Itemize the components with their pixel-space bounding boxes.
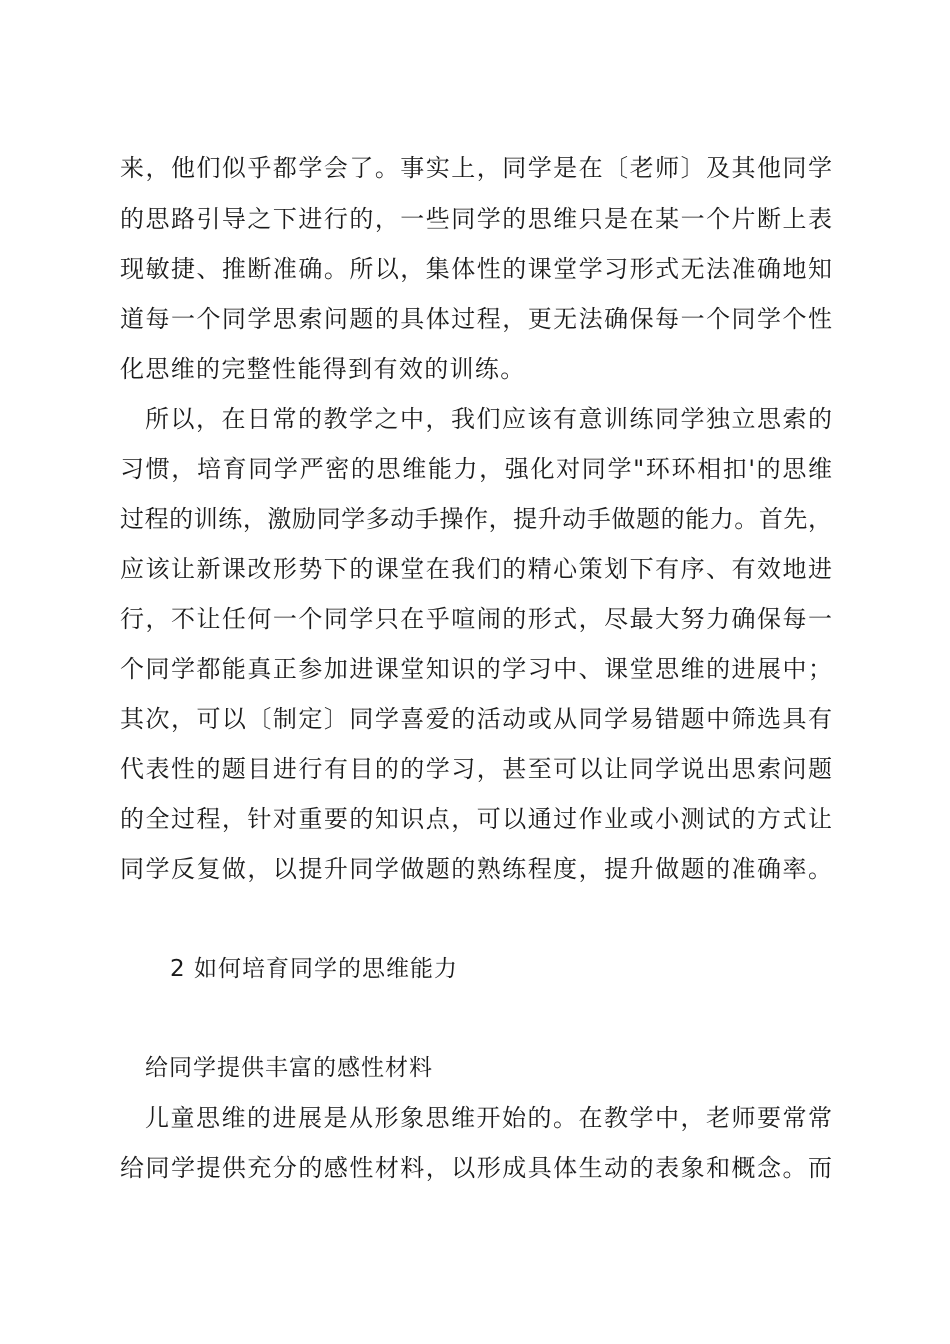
paragraph-1-line-4: 道每一个同学思索问题的具体过程，更无法确保每一个同学个性: [120, 305, 832, 333]
paragraph-1-line-3: 现敏捷、推断准确。所以，集体性的课堂学习形式无法准确地知: [120, 255, 832, 283]
paragraph-2-line-10: 同学反复做，以提升同学做题的熟练程度，提升做题的准确率。: [120, 855, 832, 883]
paragraph-2-line-4: 应该让新课改形势下的课堂在我们的精心策划下有序、有效地进: [120, 555, 832, 583]
paragraph-1-line-2: 的思路引导之下进行的，一些同学的思维只是在某一个片断上表: [120, 205, 832, 233]
paragraph-2-line-9: 的全过程，针对重要的知识点，可以通过作业或小测试的方式让: [120, 805, 832, 833]
paragraph-1-line-5: 化思维的完整性能得到有效的训练。: [120, 355, 526, 383]
paragraph-1-line-1: 来，他们似乎都学会了。事实上，同学是在〔老师〕及其他同学: [120, 154, 832, 182]
paragraph-2-line-5: 行，不让任何一个同学只在乎喧闹的形式，尽最大努力确保每一: [120, 605, 832, 633]
paragraph-2-line-8: 代表性的题目进行有目的的学习，甚至可以让同学说出思索问题: [120, 755, 832, 783]
subheading: 给同学提供丰富的感性材料: [145, 1055, 433, 1081]
paragraph-2-line-7: 其次，可以〔制定〕同学喜爱的活动或从同学易错题中筛选具有: [120, 705, 832, 733]
paragraph-2-line-6: 个同学都能真正参加进课堂知识的学习中、课堂思维的进展中；: [120, 655, 832, 683]
paragraph-2-line-1: 所以，在日常的教学之中，我们应该有意训练同学独立思索的: [145, 405, 832, 433]
paragraph-2-line-3: 过程的训练，激励同学多动手操作，提升动手做题的能力。首先，: [120, 505, 832, 533]
paragraph-2-line-2: 习惯，培育同学严密的思维能力，强化对同学"环环相扣'的思维: [120, 455, 832, 483]
paragraph-3-line-2: 给同学提供充分的感性材料，以形成具体生动的表象和概念。而: [120, 1154, 832, 1182]
paragraph-3-line-1: 儿童思维的进展是从形象思维开始的。在教学中，老师要常常: [145, 1104, 832, 1132]
section-heading: 2 如何培育同学的思维能力: [170, 956, 458, 982]
